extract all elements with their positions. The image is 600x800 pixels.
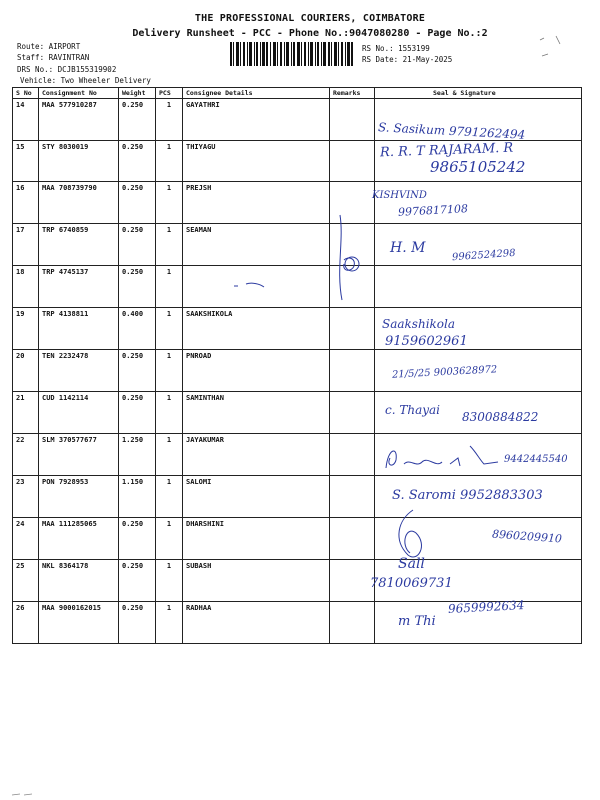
cell-weight: 0.400 bbox=[119, 308, 156, 350]
cell-remarks bbox=[330, 350, 375, 392]
cell-pcs: 1 bbox=[156, 602, 183, 644]
cell-consignment: MAA 577910287 bbox=[39, 99, 119, 141]
signature-17-phone: 9962524298 bbox=[451, 247, 516, 264]
cell-sno: 25 bbox=[13, 560, 39, 602]
signature-19-name: Saakshikola bbox=[382, 317, 456, 331]
cell-weight: 1.150 bbox=[119, 476, 156, 518]
cell-consignee: DHARSHINI bbox=[183, 518, 330, 560]
vehicle-label: Vehicle: Two Wheeler Delivery bbox=[20, 76, 151, 85]
route-label: Route: AIRPORT bbox=[17, 42, 81, 51]
cell-consignee: JAYAKUMAR bbox=[183, 434, 330, 476]
signature-26-name: m Thi bbox=[398, 614, 436, 629]
cell-pcs: 1 bbox=[156, 99, 183, 141]
col-consignee: Consignee Details bbox=[183, 88, 330, 99]
cell-sno: 26 bbox=[13, 602, 39, 644]
cell-sno: 19 bbox=[13, 308, 39, 350]
cell-remarks bbox=[330, 560, 375, 602]
cell-pcs: 1 bbox=[156, 392, 183, 434]
cell-signature bbox=[375, 266, 582, 308]
cell-sno: 17 bbox=[13, 224, 39, 266]
table-row bbox=[13, 182, 582, 224]
cell-pcs: 1 bbox=[156, 434, 183, 476]
cell-consignment: MAA 708739790 bbox=[39, 182, 119, 224]
signature-21-phone: 8300884822 bbox=[462, 410, 539, 424]
cell-pcs: 1 bbox=[156, 182, 183, 224]
cell-sno: 21 bbox=[13, 392, 39, 434]
cell-sno: 15 bbox=[13, 141, 39, 182]
cell-sno: 22 bbox=[13, 434, 39, 476]
cell-weight: 0.250 bbox=[119, 99, 156, 141]
route-info bbox=[17, 41, 151, 86]
cell-consignee: SUBASH bbox=[183, 560, 330, 602]
cell-consignee: SAMINTHAN bbox=[183, 392, 330, 434]
signature-26-phone: 9659992634 bbox=[447, 598, 525, 616]
table-row bbox=[13, 308, 582, 350]
cell-consignee: PREJSH bbox=[183, 182, 330, 224]
cell-consignment: PON 7928953 bbox=[39, 476, 119, 518]
rs-number: RS No.: 1553199 bbox=[362, 44, 430, 53]
col-weight: Weight bbox=[119, 88, 156, 99]
document-subtitle: Delivery Runsheet - PCC - Phone No.:9047080280 - Page No.:2 bbox=[132, 28, 488, 39]
cell-pcs: 1 bbox=[156, 476, 183, 518]
cell-weight: 0.250 bbox=[119, 141, 156, 182]
signature-25-phone: 7810069731 bbox=[370, 576, 453, 591]
cell-remarks bbox=[330, 99, 375, 141]
cell-pcs: 1 bbox=[156, 308, 183, 350]
signature-15-phone: 9865105242 bbox=[430, 158, 526, 176]
signature-24-phone: 8960209910 bbox=[491, 527, 563, 546]
signature-22: 9442445540 bbox=[504, 454, 568, 465]
cell-consignment: NKL 8364178 bbox=[39, 560, 119, 602]
cell-consignee: SEAMAN bbox=[183, 224, 330, 266]
cell-weight: 1.250 bbox=[119, 434, 156, 476]
staff-label: Staff: RAVINTRAN bbox=[17, 53, 90, 62]
cell-consignment: TRP 4745137 bbox=[39, 266, 119, 308]
cell-pcs: 1 bbox=[156, 266, 183, 308]
rs-date: RS Date: 21-May-2025 bbox=[362, 55, 453, 64]
cell-consignment: SLM 370577677 bbox=[39, 434, 119, 476]
cell-weight: 0.250 bbox=[119, 224, 156, 266]
col-pcs: PCS bbox=[156, 88, 183, 99]
col-remarks: Remarks bbox=[330, 88, 375, 99]
document-title: THE PROFESSIONAL COURIERS, COIMBATORE bbox=[194, 13, 426, 24]
cell-consignment: STY 8030019 bbox=[39, 141, 119, 182]
cell-remarks bbox=[330, 602, 375, 644]
signature-25-name: Sall bbox=[398, 556, 425, 572]
cell-weight: 0.250 bbox=[119, 560, 156, 602]
cell-sno: 14 bbox=[13, 99, 39, 141]
signature-16-name: KISHVIND bbox=[372, 190, 427, 201]
cell-weight: 0.250 bbox=[119, 602, 156, 644]
cell-weight: 0.250 bbox=[119, 266, 156, 308]
cell-pcs: 1 bbox=[156, 141, 183, 182]
pencil-mark-top bbox=[536, 32, 566, 72]
barcode-image bbox=[230, 42, 354, 66]
signature-21-name: c. Thayai bbox=[385, 403, 441, 417]
cell-pcs: 1 bbox=[156, 350, 183, 392]
signature-23: S. Saromi 9952883303 bbox=[392, 488, 543, 503]
col-consignment: Consignment No bbox=[39, 88, 119, 99]
cell-weight: 0.250 bbox=[119, 350, 156, 392]
cell-remarks bbox=[330, 476, 375, 518]
cell-consignment: TEN 2232478 bbox=[39, 350, 119, 392]
drs-number: DRS No.: DCJB155319902 bbox=[17, 65, 117, 74]
signature-20: 21/5/25 9003628972 bbox=[391, 364, 498, 381]
cell-consignee: THIYAGU bbox=[183, 141, 330, 182]
signature-19-phone: 9159602961 bbox=[385, 334, 468, 349]
cell-sno: 18 bbox=[13, 266, 39, 308]
signature-14: S. Sasikum 9791262494 bbox=[377, 120, 526, 142]
row18-dash-mark bbox=[230, 278, 270, 292]
cell-consignee: SALOMI bbox=[183, 476, 330, 518]
cell-pcs: 1 bbox=[156, 224, 183, 266]
signature-16-phone: 9976817108 bbox=[397, 202, 469, 219]
cell-consignee: PNROAD bbox=[183, 350, 330, 392]
cell-sno: 23 bbox=[13, 476, 39, 518]
signature-22-mark bbox=[380, 438, 505, 473]
cell-pcs: 1 bbox=[156, 560, 183, 602]
cell-weight: 0.250 bbox=[119, 518, 156, 560]
cell-remarks bbox=[330, 141, 375, 182]
table-row bbox=[13, 560, 582, 602]
cell-consignment: TRP 4138811 bbox=[39, 308, 119, 350]
table-header-row bbox=[13, 88, 582, 99]
cell-weight: 0.250 bbox=[119, 392, 156, 434]
signature-17-name: H. M bbox=[390, 240, 426, 256]
col-sno: S No bbox=[13, 88, 39, 99]
signature-15-name: R. R. T RAJARAM. R bbox=[379, 140, 514, 161]
cell-consignment: CUD 1142114 bbox=[39, 392, 119, 434]
cell-pcs: 1 bbox=[156, 518, 183, 560]
cell-consignee: GAYATHRI bbox=[183, 99, 330, 141]
cell-remarks bbox=[330, 308, 375, 350]
cell-weight: 0.250 bbox=[119, 182, 156, 224]
cell-sno: 20 bbox=[13, 350, 39, 392]
col-signature: Seal & Signature bbox=[375, 88, 582, 99]
pencil-mark-bottom bbox=[10, 790, 40, 798]
cell-consignment: MAA 9000162015 bbox=[39, 602, 119, 644]
cell-consignee: RADHAA bbox=[183, 602, 330, 644]
cell-remarks bbox=[330, 434, 375, 476]
cell-consignment: TRP 6740859 bbox=[39, 224, 119, 266]
cell-consignee: SAAKSHIKOLA bbox=[183, 308, 330, 350]
cell-remarks bbox=[330, 518, 375, 560]
table-row bbox=[13, 266, 582, 308]
cell-remarks bbox=[330, 392, 375, 434]
cell-consignment: MAA 111285065 bbox=[39, 518, 119, 560]
runsheet-info bbox=[362, 43, 452, 65]
cell-sno: 24 bbox=[13, 518, 39, 560]
remarks-scribble bbox=[330, 210, 380, 305]
cell-sno: 16 bbox=[13, 182, 39, 224]
